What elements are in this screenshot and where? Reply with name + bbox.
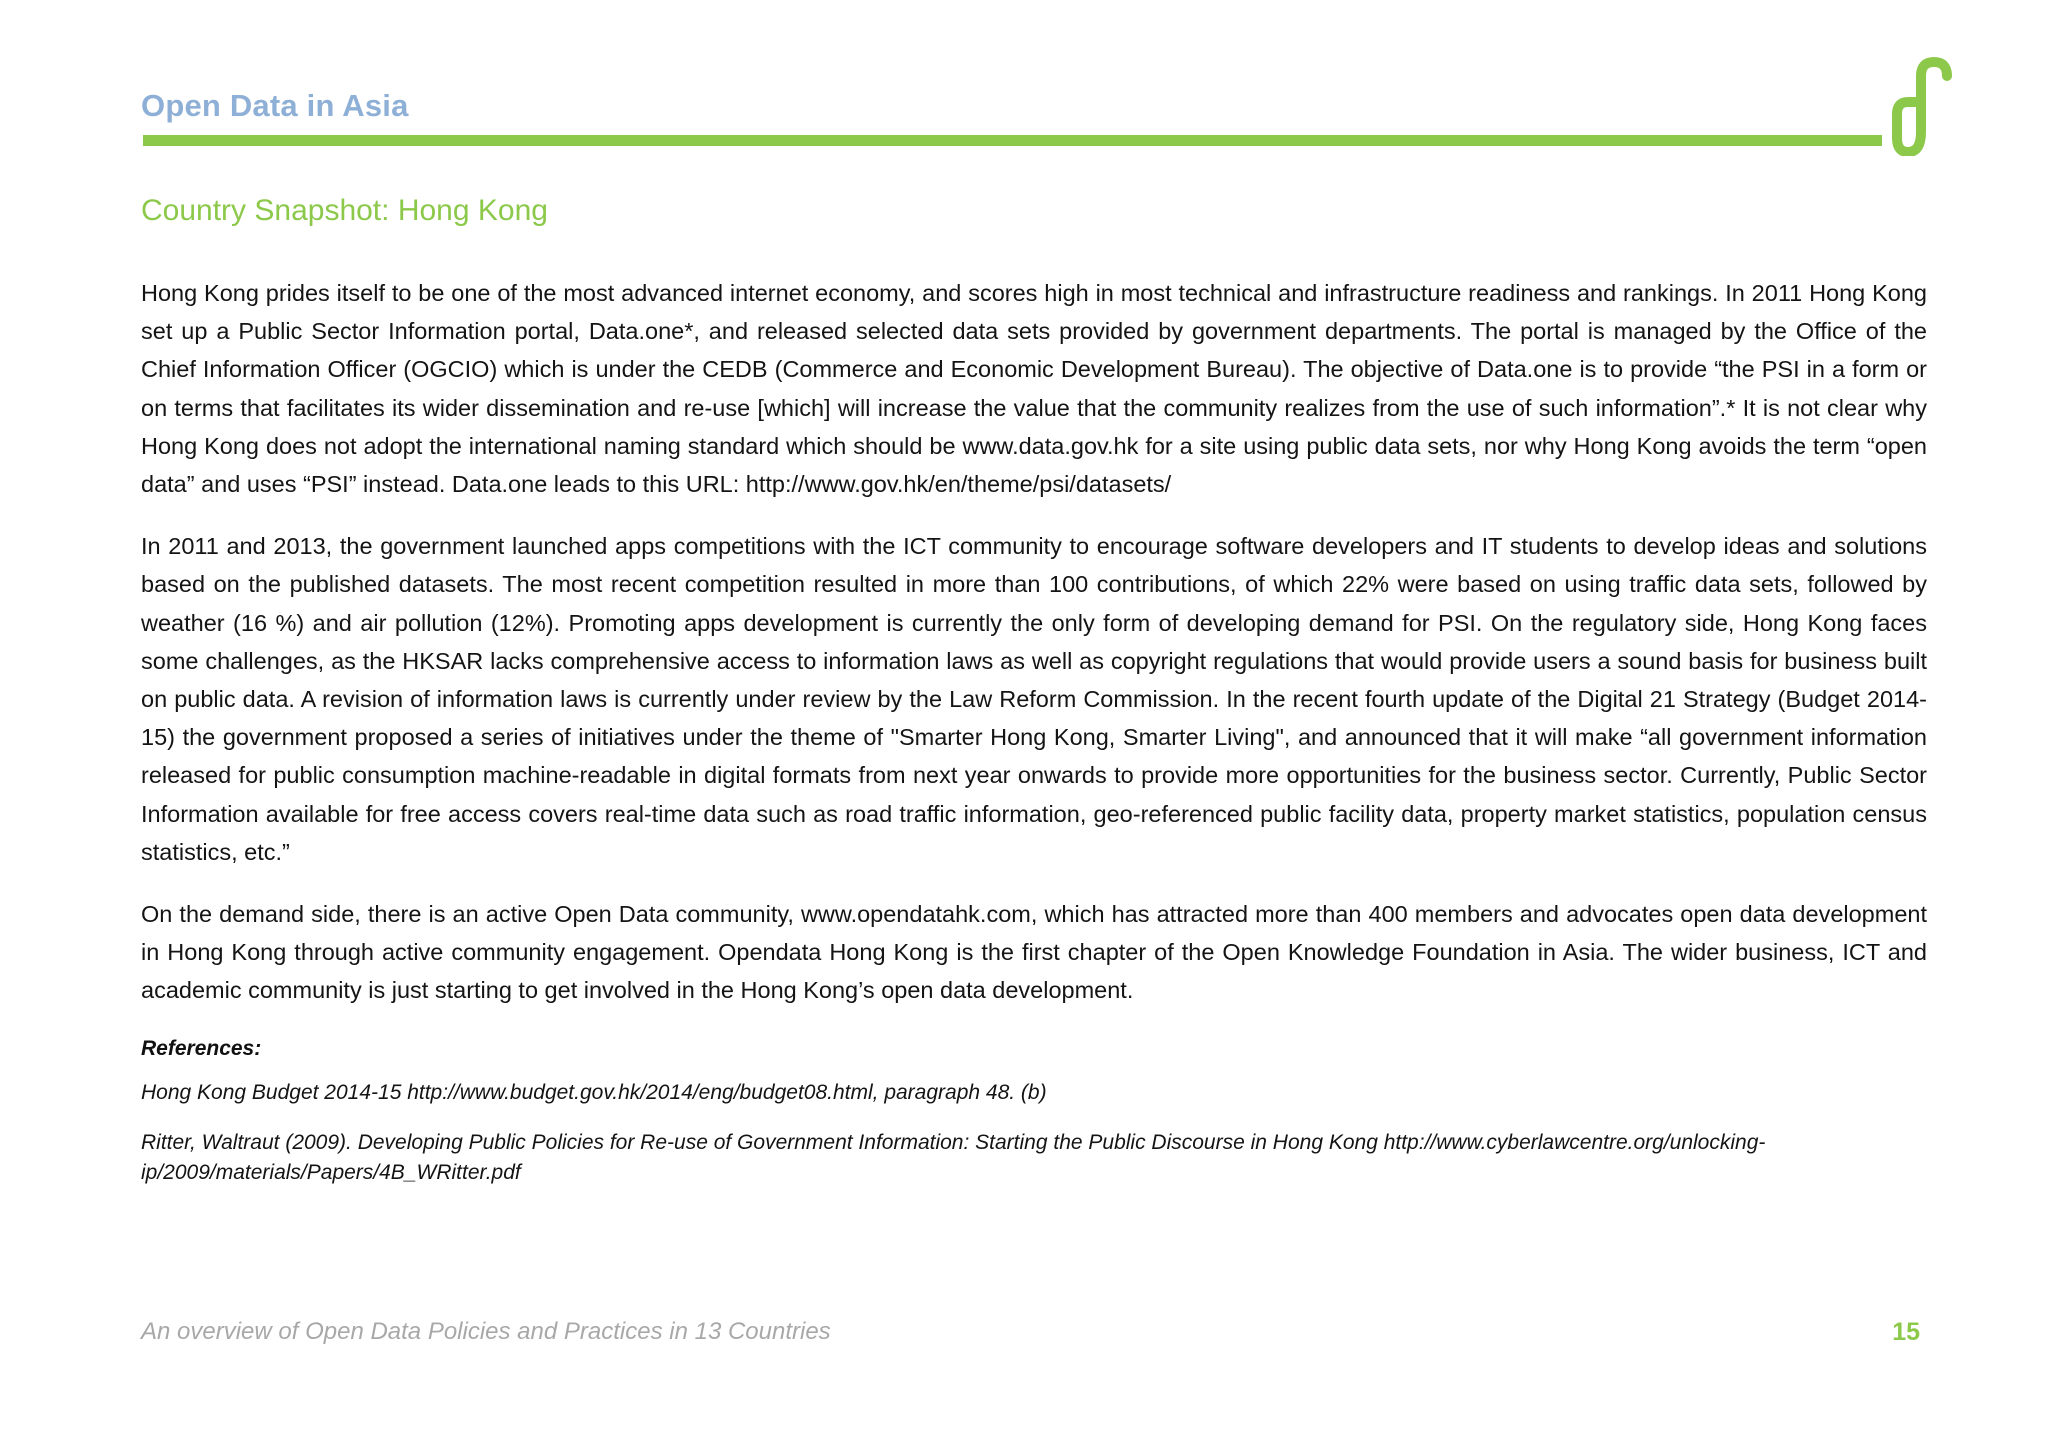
header-title: Open Data in Asia (141, 88, 409, 123)
paragraph-demand: On the demand side, there is an active Open Data community, www.opendatahk.com, which has attracted more than 400 members and advocates open data development in Hong Kong through active community engagement. Opendata Hong Kong is the first chapter of the Open Knowledge Foundation in Asia. The wider business, ICT and academic community is just starting to get involved in the Hong Kong’s open data development. (141, 901, 1927, 1004)
reference-item-budget: Hong Kong Budget 2014-15 http://www.budget.gov.hk/2014/eng/budget08.html, paragraph 48. (b) (141, 1080, 1047, 1104)
paragraph-portal: Hong Kong prides itself to be one of the most advanced internet economy, and scores high in most technical and infrastructure readiness and rankings. In 2011 Hong Kong set up a Public Sector Information portal, Data.one*, and released selected data sets provided by government departments. The portal is managed by the Office of the Chief Information Officer (OGCIO) which is under the CEDB (Commerce and Economic Development Bureau). The objective of Data.one is to provide “the PSI in a form or on terms that facilitates its wider dissemination and re-use [which] will increase the value that the community realizes from the use of such information”.* It is not clear why Hong Kong does not adopt the international naming standard which should be www.data.gov.hk for a site using public data sets, nor why Hong Kong avoids the term “open data” and uses “PSI” instead. Data.one leads to this URL: http://www.gov.hk/en/theme/psi/datasets/ (141, 280, 1927, 498)
footer-caption: An overview of Open Data Policies and Practices in 13 Countries (141, 1318, 831, 1345)
paragraph-competitions: In 2011 and 2013, the government launched apps competitions with the ICT community to encourage software developers and IT students to develop ideas and solutions based on the published datasets. The most recent competition resulted in more than 100 contributions, of which 22% were based on using traffic data sets, followed by weather (16 %) and air pollution (12%). Promoting apps development is currently the only form of developing demand for PSI. On the regulatory side, Hong Kong faces some challenges, as the HKSAR lacks comprehensive access to information laws as well as copyright regulations that would provide users a sound basis for business built on public data. A revision of information laws is currently under review by the Law Reform Commission. In the recent fourth update of the Digital 21 Strategy (Budget 2014-15) the government proposed a series of initiatives under the theme of "Smarter Hong Kong, Smarter Living", and announced that it will make “all government information released for public consumption machine-readable in digital formats from next year onwards to provide more opportunities for the business sector. Currently, Public Sector Information available for free access covers real-time data such as road traffic information, geo-referenced public facility data, property market statistics, population census statistics, etc.” (141, 533, 1927, 865)
section-title: Country Snapshot: Hong Kong (141, 194, 548, 227)
page-number: 15 (1892, 1318, 1920, 1346)
article-body (141, 274, 1927, 1208)
reference-item-ritter: Ritter, Waltraut (2009). Developing Public Policies for Re-use of Government Information: Starting the Public Discourse in Hong Kong http://www.cyberlawcentre.org/unlocking-ip/2009/materials/Papers/4B_WRitter.pdf (141, 1130, 1766, 1184)
header-divider (143, 135, 1882, 146)
references-heading: References: (141, 1036, 262, 1060)
open-data-logo-icon (1891, 56, 1955, 156)
